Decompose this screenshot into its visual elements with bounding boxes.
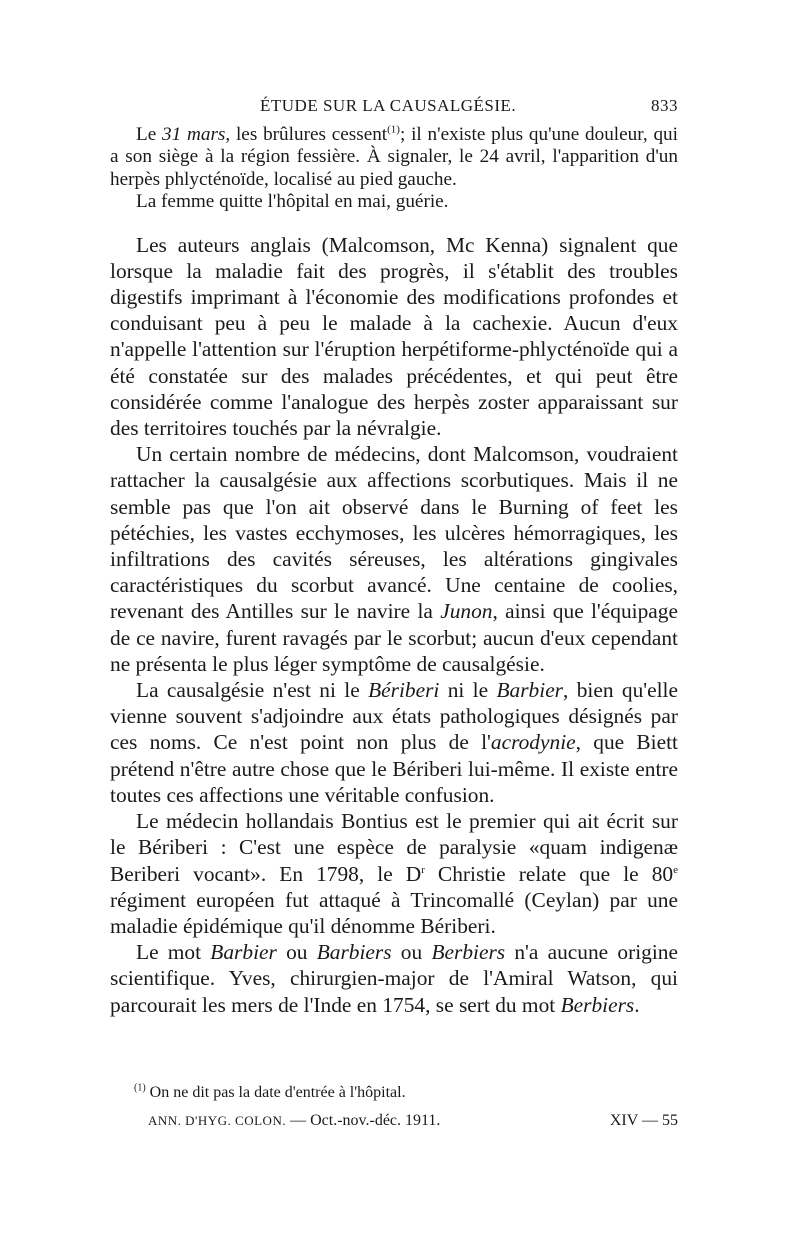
body-text: [110, 124, 678, 1018]
paragraph-beriberi-barbier: La causalgésie n'est ni le Bériberi ni le Barbier, bien qu'elle vienne souvent s'adjoindre aux états pathologiques désignés par ces noms. Ce n'est point non plus de l'acrodynie, que Biett prétend n'être autre chose que le Bériberi lui-même. Il existe entre toutes ces affections une véritable confusion.: [110, 678, 678, 807]
case-date: 31 mars: [162, 124, 226, 145]
paragraph-scurvy: Un certain nombre de médecins, dont Malcomson, voudraient rattacher la causalgésie aux affections scorbutiques. Mais il ne semble pas que l'on ait observé dans le Burning of feet les pétéchies, les vastes ecchymoses, les ulcères hémorragiques, les infiltrations des cavités séreuses, les altérations gingivales caractéristiques du scorbut avancé. Une centaine de coolies, revenant des Antilles sur le navire la Junon, ainsi que l'équipage de ce navire, furent ravagés par le scorbut; aucun d'eux cependant ne présenta le plus léger symptôme de causalgésie.: [110, 442, 678, 676]
paragraph-barbier-word: Le mot Barbier ou Barbiers ou Berbiers n'a aucune origine scientifique. Yves, chirurgien-major de l'Amiral Watson, qui parcourait les mers de l'Inde en 1754, se sert du mot Berbiers.: [110, 940, 678, 1017]
footnote-ref: (1): [387, 123, 400, 136]
paragraph-bontius: Le médecin hollandais Bontius est le premier qui ait écrit sur le Bériberi : C'est une espèce de paralysie «quam indigenæ Beriberi vocant». En 1798, le $D^r$ Christie relate que le 80e régiment européen fut attaqué à Trincomallé (Ceylan) par une maladie épidémique qu'il dénomme Bériberi.: [110, 809, 678, 938]
paragraph-english-authors: Les auteurs anglais (Malcomson, Mc Kenna) signalent que lorsque la maladie fait des progrès, il s'établit des troubles digestifs imprimant à l'économie des modifications profondes et conduisant peu à peu le malade à la cachexie. Aucun d'eux n'appelle l'attention sur l'éruption herpétiforme-phlycténoïde qui a été constatée sur des malades précédentes, et qui peut être considérée comme l'analogue des herpès zoster apparaissant sur des territoires touchés par la névralgie.: [110, 232, 678, 441]
journal-issue: — Oct.-nov.-déc. 1911.: [286, 1112, 441, 1129]
page-number: 833: [651, 96, 678, 115]
running-title: ÉTUDE SUR LA CAUSALGÉSIE.: [260, 96, 517, 115]
paragraph-discharge: La femme quitte l'hôpital en mai, guérie.: [136, 191, 449, 213]
footnote-text: On ne dit pas la date d'entrée à l'hôpital.: [149, 1084, 406, 1101]
journal-footer: [148, 1112, 678, 1134]
journal-name: ANN. D'HYG. COLON.: [148, 1113, 287, 1128]
paragraph-case-end: Le 31 mars, les brûlures cessent$^{(1)}$; il n'existe plus qu'une douleur, qui a son siège à la région fessière. À signaler, le 24 avril, l'apparition d'un herpès phlycténoïde, localisé au pied gauche.: [110, 123, 678, 190]
ship-name: Junon: [440, 599, 493, 624]
running-head: [110, 96, 678, 120]
footnote-marker: (1): [134, 1082, 146, 1094]
signature-mark: XIV — 55: [609, 1112, 678, 1129]
footnote: [134, 1083, 674, 1103]
